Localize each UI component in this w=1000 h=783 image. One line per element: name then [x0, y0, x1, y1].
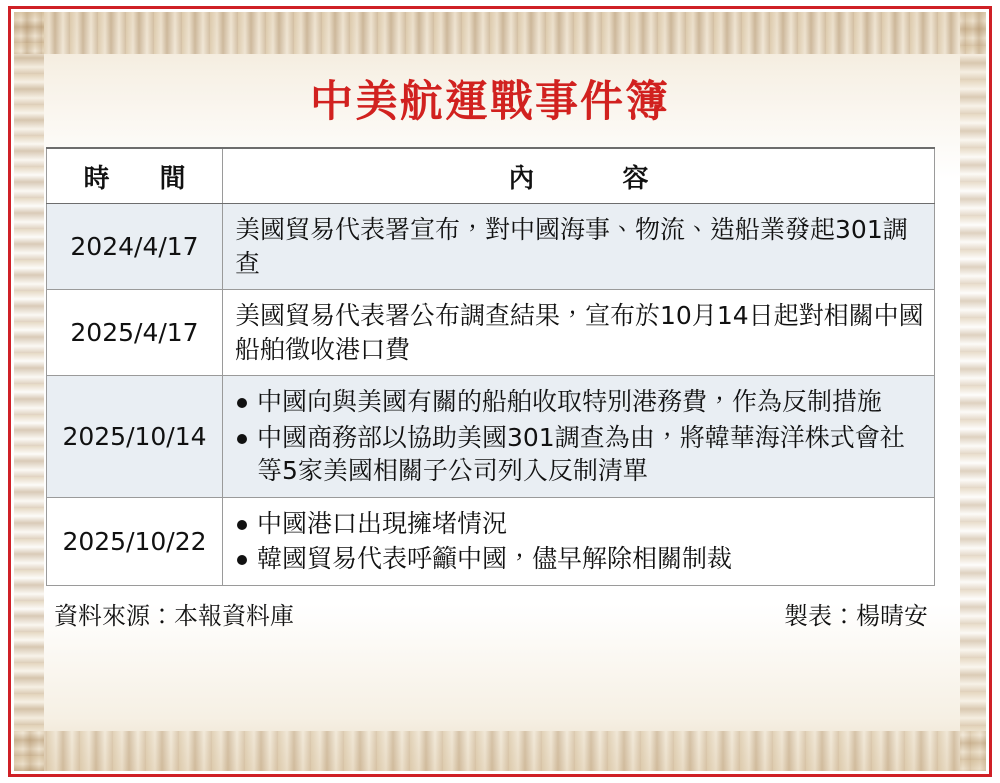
cell-time: 2025/4/17: [47, 290, 223, 376]
column-header-time: 時 間: [47, 148, 223, 204]
cell-time: 2025/10/14: [47, 376, 223, 498]
paper-torn-edge-top: [14, 12, 986, 54]
cell-content: [223, 376, 935, 498]
infographic-content: [46, 52, 934, 724]
page-title: 中美航運戰事件簿: [310, 77, 670, 127]
table-row: [47, 497, 935, 585]
event-timeline-table: [46, 147, 935, 586]
bullet-item: 中國商務部以協助美國301調查為由，將韓華海洋株式會社等5家美國相關子公司列入反制清單: [235, 421, 926, 488]
bullet-list: [235, 385, 926, 488]
cell-content: [223, 290, 935, 376]
table-row: [47, 204, 935, 290]
column-header-content: 內 容: [223, 148, 935, 204]
cell-content: [223, 497, 935, 585]
footer: [46, 594, 934, 634]
bullet-list: [235, 507, 926, 576]
cell-content: [223, 204, 935, 290]
table-row: [47, 290, 935, 376]
paper-torn-edge-right: [960, 12, 986, 771]
table-row: [47, 376, 935, 498]
credit-note: 製表：楊晴安: [784, 601, 928, 630]
bullet-item: 中國向與美國有關的船舶收取特別港務費，作為反制措施: [235, 385, 926, 419]
source-note: 資料來源：本報資料庫: [54, 601, 294, 630]
bullet-item: 韓國貿易代表呼籲中國，儘早解除相關制裁: [235, 542, 926, 576]
content-line: 美國貿易代表署宣布，對中國海事、物流、造船業發起301調查: [235, 215, 908, 278]
content-line: 美國貿易代表署公布調查結果，宣布於10月14日起對相關中國船舶徵收港口費: [235, 301, 924, 364]
cell-time: 2025/10/22: [47, 497, 223, 585]
table-header-row: [47, 148, 935, 204]
bullet-item: 中國港口出現擁堵情況: [235, 507, 926, 541]
table-body: [47, 204, 935, 586]
table-header: [47, 148, 935, 204]
cell-time: 2024/4/17: [47, 204, 223, 290]
paper-torn-edge-bottom: [14, 731, 986, 771]
paper-torn-edge-left: [14, 12, 44, 771]
